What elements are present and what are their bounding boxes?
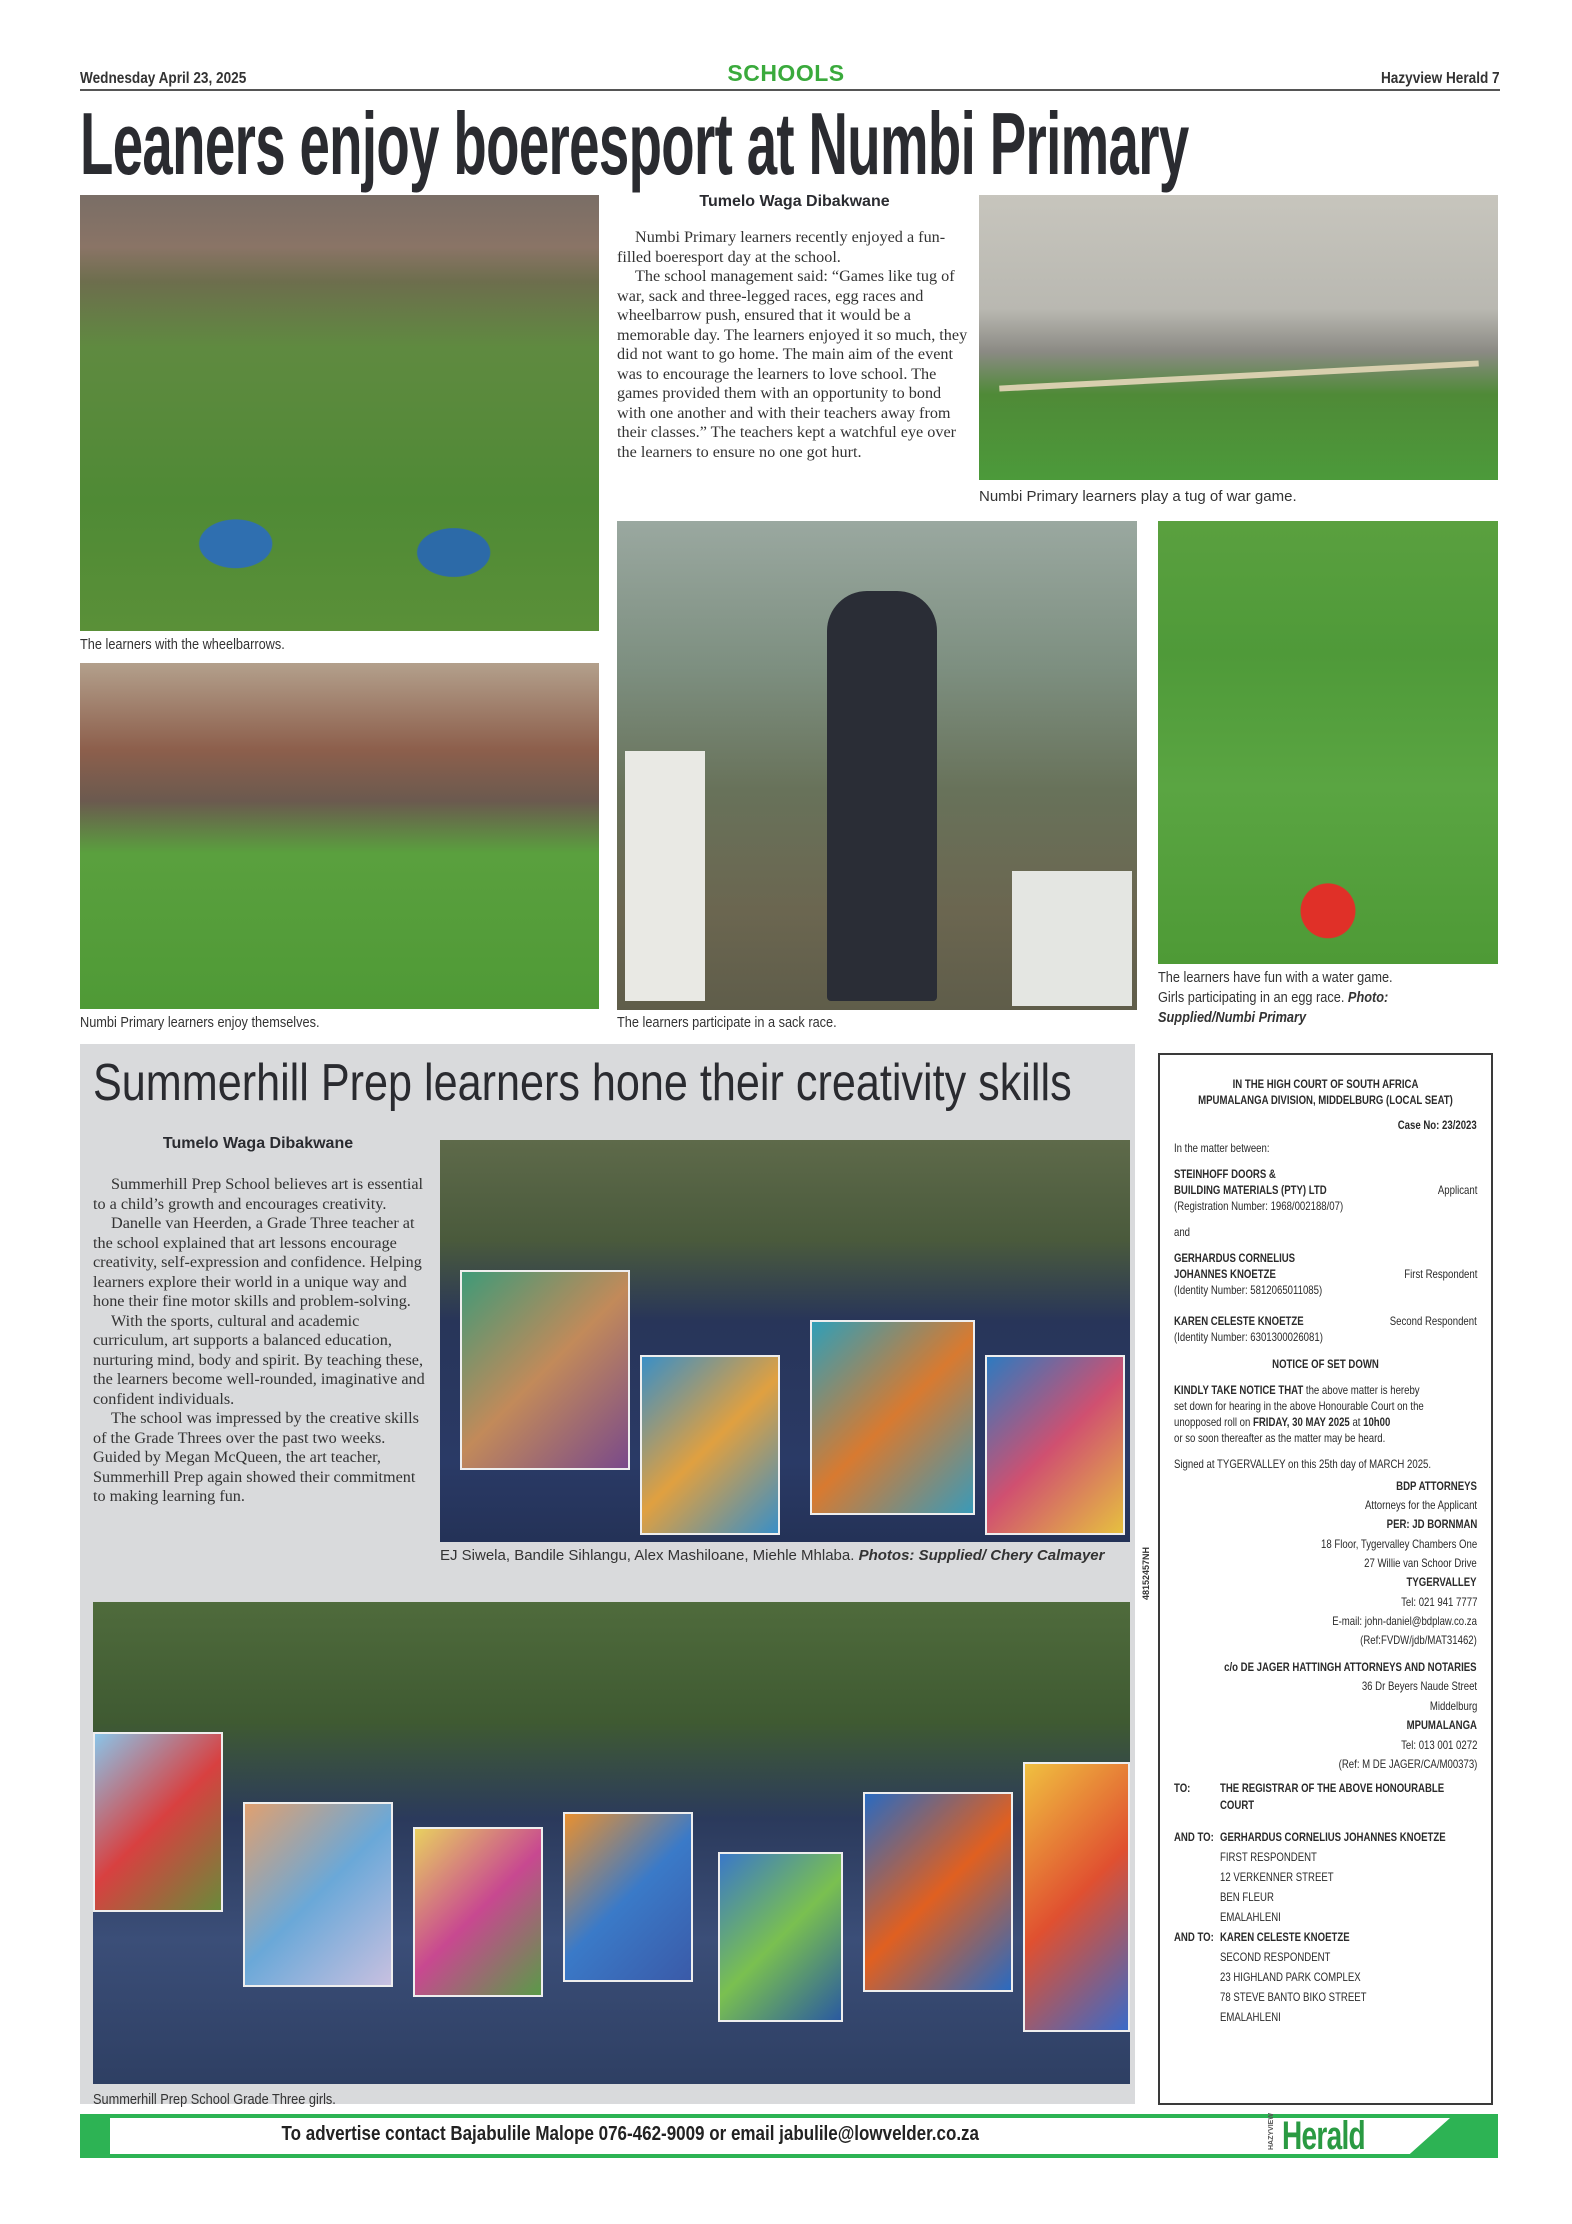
- article1-paragraph: The school management said: “Games like tug of war, sack and three-legged races, egg races and wheelbarrow push, ensured that it would be a memorable day. The learners enjoyed it so much, they did not want to go home. The main aim of the event was to encourage the learners to love school. The games provided them with an opportunity to bond with one another and with their teachers away from their classes.” The teachers kept a watchful eye over the learners to ensure no one got hurt.: [617, 267, 968, 461]
- caption-art-girls: Summerhill Prep School Grade Three girls.: [93, 2091, 336, 2108]
- article2-paragraph: Danelle van Heerden, a Grade Three teacher at the school explained that art lessons encourage creativity, self-expression and confidence. Helping learners explore their world in a unique way and hone their fine motor skills and problem-solving.: [93, 1214, 422, 1310]
- painting: [985, 1355, 1125, 1535]
- article2-paragraph: Summerhill Prep School believes art is essential to a child’s growth and encourages creativity.: [93, 1175, 424, 1213]
- caption-numbi-learners: Numbi Primary learners enjoy themselves.: [80, 1014, 320, 1031]
- article2-paragraph: The school was impressed by the creative skills of the Grade Threes over the past two weeks. Guided by Megan McQueen, the art teacher, Summerhill Prep again showed their commitment to making learning fun.: [93, 1409, 419, 1505]
- teacher-figure: [827, 591, 937, 1001]
- article1-paragraph: Numbi Primary learners recently enjoyed a fun-filled boeresport day at the school.: [617, 228, 946, 266]
- photo-sack-race: [617, 521, 1137, 1010]
- article2-body: [93, 1175, 426, 1507]
- painting: [243, 1802, 393, 1987]
- painting: [1023, 1762, 1130, 2032]
- caption-art-boys: EJ Siwela, Bandile Sihlangu, Alex Mashiloane, Miehle Mhlaba. Photos: Supplied/ Chery Calmayer: [440, 1547, 1105, 1564]
- photo-numbi-learners: [80, 663, 599, 1009]
- case-number: Case No: 23/2023: [1398, 1118, 1477, 1132]
- photo-water-game: [1158, 521, 1498, 964]
- painting: [863, 1792, 1013, 1992]
- painting: [413, 1827, 543, 1997]
- caption-tug-of-war: Numbi Primary learners play a tug of war game.: [979, 488, 1297, 505]
- herald-logo: Herald: [1282, 2114, 1365, 2158]
- article1-body: [617, 228, 972, 462]
- byline: Tumelo Waga Dibakwane: [162, 1135, 354, 1152]
- caption-water-game: The learners have fun with a water game. Girls participating in an egg race. Photo: Supplied/Numbi Primary: [1158, 969, 1393, 1026]
- email-text: E-mail: john-daniel@bdplaw.co.za: [1332, 1614, 1477, 1628]
- sack: [1012, 871, 1132, 1006]
- section-label: SCHOOLS: [727, 60, 845, 86]
- photo-wheelbarrows: [80, 195, 599, 631]
- caption-sack-race: The learners participate in a sack race.: [617, 1014, 837, 1031]
- legal-notice: IN THE HIGH COURT OF SOUTH AFRICA MPUMALANGA DIVISION, MIDDELBURG (LOCAL SEAT) Case No: 23/2023 In the matter between: STEINHOFF DOORS & BUILDING MATERIALS (PTY) LTD Applicant (Registration Number: 1968/002188/07) and GERHARDUS CORNELIUS JOHANNES KNOETZE First Respondent (Identity Number: 5812065011085) KAREN CELESTE KNOETZE Second Respondent (Identity Number: 6301300026081) NOTICE OF SET DOWN KINDLY TAKE NOTICE THAT the above matter is hereby set down for hearing in the above Honourable Court on the unopposed roll on FRIDAY, 30 MAY 2025 at 10h00 or so soon thereafter as the matter may be heard. Signed at TYGERVALLEY on this 25th day of MARCH 2025. BDP ATTORNEYS Attorneys for the Applicant PER: JD BORNMAN 18 Floor, Tygervalley Chambers One 27 Willie van Schoor Drive TYGERVALLEY Tel: 021 941 7777 E-mail: john-daniel@bdplaw.co.za (Ref:FVDW/jdb/MAT31462) c/o DE JAGER HATTINGH ATTORNEYS AND NOTARIES 36 Dr Beyers Naude Street Middelburg MPUMALANGA Tel: 013 001 0272 (Ref: M DE JAGER/CA/M00373) TO: THE REGISTRAR OF THE ABOVE HONOURABLE COURT AND TO: GERHARDUS CORNELIUS JOHANNES KNOETZE FIRST RESPONDENT 12 VERKENNER STREET BEN FLEUR EMALAHLENI AND TO: KAREN CELESTE KNOETZE SECOND RESPONDENT 23 HIGHLAND PARK COMPLEX 78 STEVE BANTO BIKO STREET EMALAHLENI: [1158, 1053, 1493, 2105]
- painting: [93, 1732, 223, 1912]
- photo-tug-of-war: [979, 195, 1498, 480]
- caption-wheelbarrows: The learners with the wheelbarrows.: [80, 636, 285, 653]
- main-headline: Leaners enjoy boeresport at Numbi Primary: [80, 94, 1189, 193]
- painting: [460, 1270, 630, 1470]
- photo-art-girls: [93, 1602, 1130, 2084]
- byline: Tumelo Waga Dibakwane: [699, 193, 890, 210]
- ad-code: 48152457NH: [1141, 1546, 1151, 1600]
- painting: [718, 1852, 843, 2022]
- rope: [999, 360, 1479, 391]
- sack: [625, 751, 705, 1001]
- page-label: Hazyview Herald 7: [1381, 70, 1500, 87]
- header-rule: [80, 89, 1500, 91]
- painting: [640, 1355, 780, 1535]
- photo-art-boys: [440, 1140, 1130, 1542]
- summerhill-headline: Summerhill Prep learners hone their creativity skills: [93, 1054, 1072, 1112]
- article2-paragraph: With the sports, cultural and academic curriculum, art supports a balanced education, nurturing mind, body and spirit. By teaching these, the learners become well-rounded, imaginative and confident individuals.: [93, 1311, 425, 1408]
- notice-title: NOTICE OF SET DOWN: [1272, 1357, 1379, 1371]
- painting: [563, 1812, 693, 1982]
- painting: [810, 1320, 975, 1515]
- logo-subtitle: HAZYVIEW: [1268, 2113, 1275, 2150]
- issue-date: Wednesday April 23, 2025: [80, 70, 247, 87]
- advertise-contact: To advertise contact Bajabulile Malope 076-462-9009 or email jabulile@lowvelder.co.za: [281, 2123, 979, 2145]
